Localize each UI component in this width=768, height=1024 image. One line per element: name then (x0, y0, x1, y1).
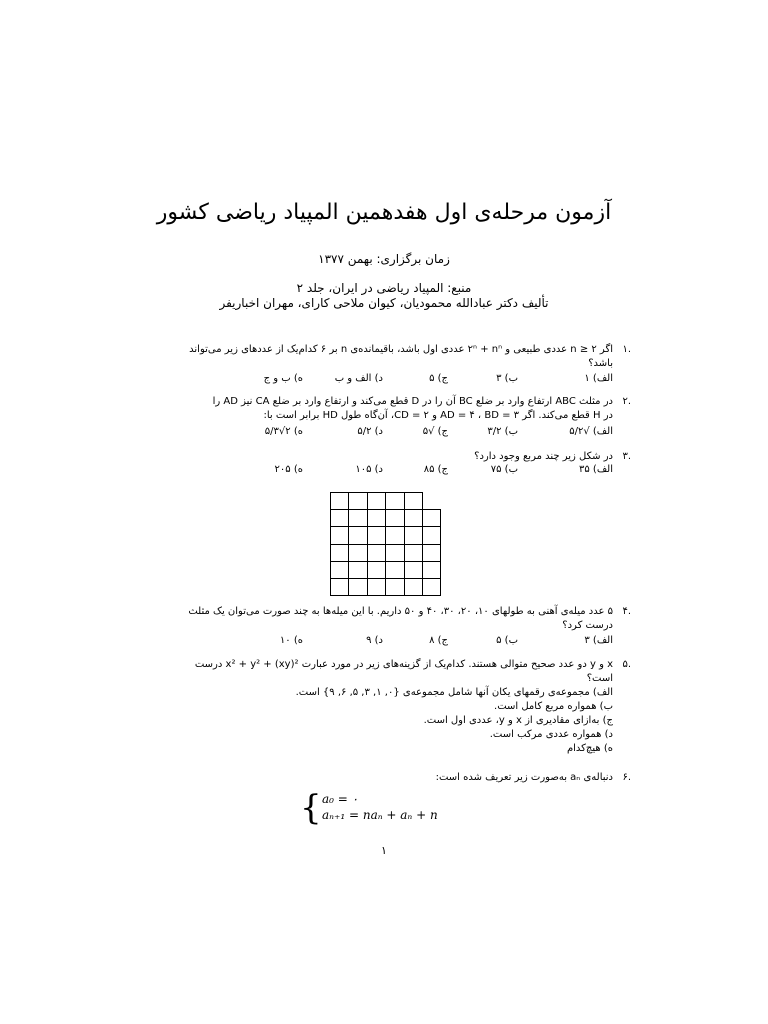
question-text: درست کرد؟ (562, 620, 613, 631)
question-text: ۵ عدد میله‌ی آهنی به طولهای ۱۰، ۲۰، ۳۰، ۴۰ و ۵۰ داریم. با این میله‌ها به چند صورت می‌توان یک مثلث (188, 606, 613, 617)
option-b: ب) همواره مربع کامل است. (494, 701, 613, 712)
option-a: الف) ۳۵ (578, 464, 613, 475)
option-d: د) الف و ب (334, 373, 383, 384)
equation-recurrence: aₙ₊₁ = naₙ + aₙ + n (322, 808, 438, 822)
question-text: است؟ (586, 673, 613, 684)
page-title: آزمون مرحله‌ی اول هفدهمین المپیاد ریاضی کشور (156, 200, 612, 225)
option-e: ه) ب و ج (263, 373, 303, 384)
option-c: ج) ۸۵ (423, 464, 448, 475)
question-text: اگر n ≥ ۲ عددی طبیعی و ۲ⁿ + nⁿ عددی اول باشد، باقیمانده‌ی n بر ۶ کدام‌یک از عددهای زیر می‌تواند (189, 344, 613, 355)
q1-options (0, 373, 768, 387)
question-number: .۳ (622, 451, 631, 462)
option-a: الف) ۳ (584, 635, 613, 646)
question-text: دنباله‌ی aₙ به‌صورت زیر تعریف شده است: (435, 772, 613, 783)
option-d: د) ۱۰۵ (355, 464, 383, 475)
question-2 (168, 395, 631, 423)
question-text: باشد؟ (588, 358, 613, 369)
option-c: ج) √۵ (422, 426, 448, 437)
question-5 (168, 658, 631, 756)
option-d: د) ۹ (366, 635, 383, 646)
question-text: x و y دو عدد صحیح متوالی هستند. کدام‌یک از گزینه‌های زیر در مورد عبارت x² + y² + (xy)² درست (194, 659, 613, 670)
option-c: ج) به‌ازای مقادیری از x و y، عددی اول است. (423, 715, 613, 726)
square-grid-figure (330, 492, 442, 600)
option-c: ج) ۵ (429, 373, 448, 384)
equation-initial: a₀ = ۰ (322, 792, 359, 806)
option-e: ه) هیچ‌کدام (566, 743, 613, 754)
question-number: .۲ (622, 396, 631, 407)
page-number: ۱ (381, 844, 387, 857)
question-text: در H قطع می‌کند. اگر AD = ۴ ، BD = ۳ و CD = ۲، آن‌گاه طول HD برابر است با: (263, 410, 613, 421)
option-e: ه) ۱۰ (279, 635, 303, 646)
question-3 (168, 450, 631, 464)
question-number: .۵ (622, 659, 631, 670)
question-6 (168, 771, 631, 785)
grid-svg (330, 492, 442, 596)
option-c: ج) ۸ (429, 635, 448, 646)
option-b: ب) ۳ (496, 373, 518, 384)
exam-date: زمان برگزاری: بهمن ۱۳۷۷ (318, 252, 450, 266)
option-e: ه) ۲۰۵ (274, 464, 303, 475)
option-b: ب) ۵ (496, 635, 518, 646)
q2-options (0, 426, 768, 442)
question-text: در مثلث ABC ارتفاع وارد بر ضلع BC آن را در D قطع می‌کند و ارتفاع وارد بر ضلع CA نیز AD را (212, 396, 613, 407)
q3-options (0, 464, 768, 478)
question-text: در شکل زیر چند مربع وجود دارد؟ (474, 451, 613, 462)
option-e: ه) ۲√۵/۳ (264, 426, 303, 437)
option-d: د) ۵/۲ (357, 426, 383, 437)
question-number: .۶ (622, 772, 631, 783)
question-number: .۱ (622, 344, 631, 355)
question-4 (168, 605, 631, 633)
authors-line: تألیف دکتر عبادالله محمودیان، کیوان ملاحی کارای، مهران اخباریفر (219, 296, 549, 310)
option-d: د) همواره عددی مرکب است. (489, 729, 613, 740)
option-b: ب) ۳/۲ (487, 426, 518, 437)
question-1 (168, 343, 631, 371)
option-a: الف) ۱ (584, 373, 613, 384)
q4-options (0, 635, 768, 649)
left-brace-icon: { (300, 788, 322, 828)
question-number: .۴ (622, 606, 631, 617)
source-line: منبع: المپیاد ریاضی در ایران، جلد ۲ (296, 281, 472, 295)
option-a: الف) مجموعه‌ی رقمهای یکان آنها شامل مجموعه‌ی {۰, ۱, ۳, ۵, ۶, ۹} است. (295, 687, 613, 698)
option-a: الف) √۵/۲ (569, 426, 613, 437)
option-b: ب) ۷۵ (490, 464, 518, 475)
